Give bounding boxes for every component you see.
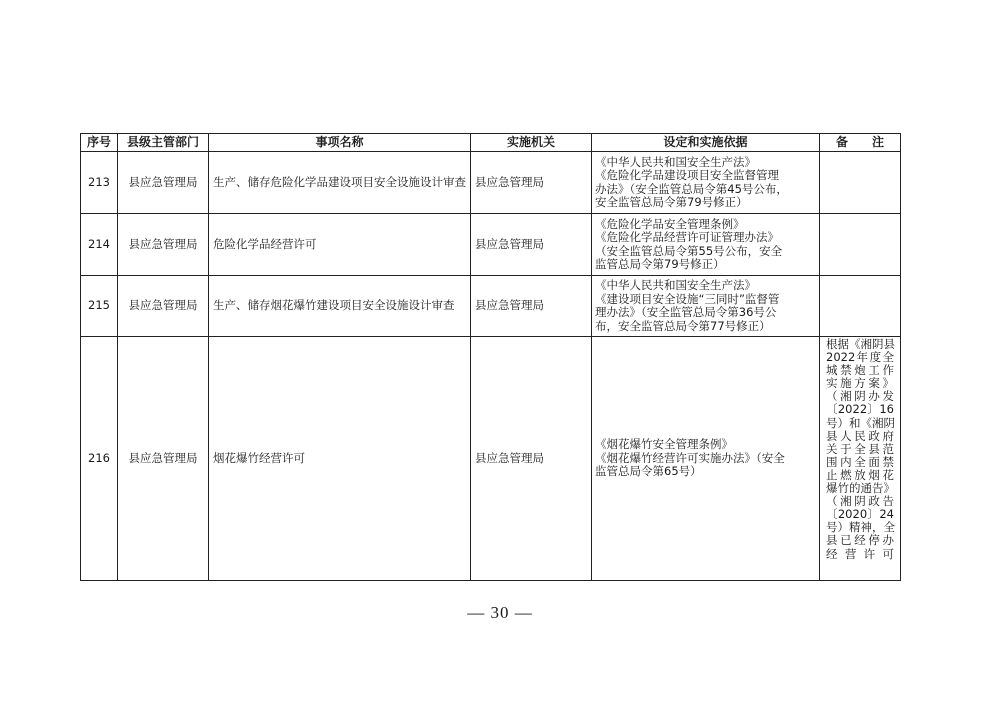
note-line: 号）精神，全 — [826, 520, 895, 535]
table-header-row — [81, 134, 901, 152]
row-item-name: 生产、储存烟花爆竹建设项目安全设施设计审查 — [209, 276, 471, 337]
row-notes — [820, 276, 901, 337]
row-seq: 216 — [81, 337, 118, 581]
header-seq: 序号 — [81, 134, 118, 152]
page-number: — 30 — — [467, 603, 533, 622]
basis-line: 监管总局令第79号修正） — [595, 257, 725, 271]
row-basis — [592, 214, 820, 276]
table-row — [81, 214, 901, 276]
note-line: 爆竹的通告》 — [826, 481, 895, 496]
table-row — [81, 337, 901, 581]
basis-line: 《烟花爆竹安全管理条例》 — [595, 437, 733, 452]
basis-line: 监管总局令第65号） — [595, 464, 702, 479]
row-notes — [820, 214, 901, 276]
basis-line: 布，安全监管总局令第77号修正） — [595, 318, 771, 333]
table-row — [81, 276, 901, 337]
basis-line: 《中华人民共和国安全生产法》 — [595, 278, 756, 292]
note-line: 2022年度全 — [826, 350, 894, 365]
note-line: 止燃放烟花 — [826, 467, 894, 482]
basis-line: 安全监管总局令第79号修正） — [595, 195, 748, 209]
table-row — [81, 152, 901, 214]
header-notes: 备 注 — [820, 134, 901, 152]
basis-line: 《建设项目安全设施“三同时”监督管 — [595, 291, 780, 306]
row-notes — [820, 152, 901, 214]
basis-line: 《中华人民共和国安全生产法》 — [595, 154, 756, 169]
header-item-name: 事项名称 — [209, 134, 471, 152]
basis-line: 办法》（安全监管总局令第45号公布， — [595, 181, 788, 196]
row-dept: 县应急管理局 — [118, 214, 209, 276]
note-line: 〔2022〕16 — [826, 402, 894, 417]
note-line: 经营许可 — [826, 546, 894, 561]
note-line: 关于全县范 — [826, 441, 894, 456]
note-line: 实施方案》 — [826, 376, 894, 391]
row-dept: 县应急管理局 — [118, 337, 209, 581]
header-basis: 设定和实施依据 — [592, 134, 820, 152]
row-agency: 县应急管理局 — [471, 276, 592, 337]
row-dept: 县应急管理局 — [118, 276, 209, 337]
basis-line: 《危险化学品经营许可证管理办法》 — [595, 230, 779, 244]
note-line: 号）和《湘阴 — [826, 415, 895, 430]
note-line: 根据《湘阴县 — [826, 337, 895, 351]
basis-line: （安全监管总局令第55号公布，安全 — [595, 243, 783, 258]
note-line: 城禁炮工作 — [826, 363, 894, 378]
row-agency: 县应急管理局 — [471, 152, 592, 214]
row-seq: 213 — [81, 152, 118, 214]
row-item-name: 烟花爆竹经营许可 — [209, 337, 471, 581]
row-seq: 214 — [81, 214, 118, 276]
header-agency: 实施机关 — [471, 134, 592, 152]
note-line: （湘阴政告 — [826, 494, 894, 509]
row-agency: 县应急管理局 — [471, 337, 592, 581]
note-line: 〔2020〕24 — [826, 507, 894, 522]
note-line: 县人民政府 — [826, 428, 894, 443]
basis-line: 《烟花爆竹经营许可实施办法》（安全 — [595, 450, 785, 465]
row-item-name: 生产、储存危险化学品建设项目安全设施设计审查 — [209, 152, 471, 214]
row-notes — [820, 337, 901, 581]
row-basis — [592, 276, 820, 337]
row-agency: 县应急管理局 — [471, 214, 592, 276]
row-seq: 215 — [81, 276, 118, 337]
note-line: （湘阴办发 — [826, 389, 894, 404]
row-dept: 县应急管理局 — [118, 152, 209, 214]
row-basis — [592, 337, 820, 581]
note-line: 县已经停办 — [826, 533, 894, 548]
admin-approval-table — [80, 133, 901, 581]
basis-line: 《危险化学品安全管理条例》 — [595, 216, 745, 231]
row-item-name: 危险化学品经营许可 — [209, 214, 471, 276]
basis-line: 《危险化学品建设项目安全监督管理 — [595, 168, 779, 182]
basis-line: 理办法》（安全监管总局令第36号公 — [595, 305, 777, 319]
note-line: 围内全面禁 — [826, 454, 894, 469]
row-basis — [592, 152, 820, 214]
header-dept: 县级主管部门 — [118, 134, 209, 152]
